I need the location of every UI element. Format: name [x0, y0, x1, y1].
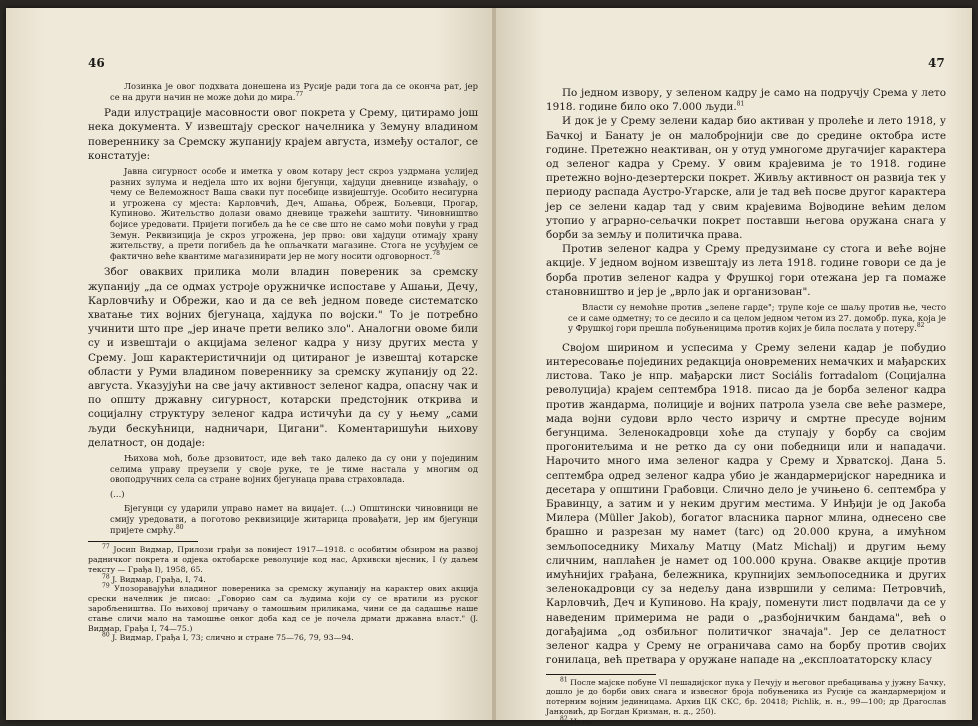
- footnote: $^{81}$ После мајске побуне VI пешадијског пука у Печују и његовог пребацивања у јужну Бачку, дошло је до борби ових снага и извесног броја побуњеника из Русије са жандармеријом и потерним војним јединицама. Архив ЦК СКС, бр. 20418; Pichlik, н. н., 99—100; др Драгослав Јанковић, др Богдан Кризман, н. д., 250).: [546, 675, 947, 716]
- right-page: [496, 8, 972, 726]
- left-page-content: [88, 78, 478, 643]
- paragraph: По једном извору, у зеленом кадру је само на подручју Срема у лето 1918. године било око 7.000 људи.$^{81}$: [546, 87, 946, 114]
- footnote: $^{78}$ J. Видмар, Грађа, I, 74.: [102, 572, 206, 584]
- left-page: [6, 8, 494, 720]
- block-quote: Власти су немоћне против „зелене гарде"; трупе које се шаљу против ње, често се и саме одметну; то се десило и са целом једном четом из 27. домобр. пука, која је у Фрушкој гори прешла побуњеницима против којих је била послата у потеру.$^{82}$: [568, 302, 946, 334]
- footnote-divider: [546, 674, 656, 675]
- block-quote: Лозинка је овог подхвата донешена из Русије ради тога да се оконча рат, јер се на други начин не може доћи до мира.$^{77}$: [110, 81, 478, 102]
- block-quote: Јавна сигурност особе и иметка у овом котару јест скроз уздрмана услијед разних зулума и недјела што их војни бјегунци, хајдуци дневнице изваћају, о чему се Велеможност Ваша сваки пут посебице извијештује. Особито несигурна и угрожена су мјеста: Карловчић, Деч, Ашања, Обреж, Бољевци, Прогар, Купиново. Жительство долази овамо дневице тражећи заштиту. Чиновништво бојисе уредовати. Пријети погибељ да ће се све што не само моћи повући у град Земун. Реквизиција је скроз угрожена, јер прво: ови хајдуци отимају храну жительству, а прети погибељ да ће опљачкати магазине. Стога не усуђујем се фактично веће квантиме магазинирати јер не могу носити одговорност.$^{78}$: [110, 166, 478, 261]
- paragraph: И док је у Срему зелени кадар био активан у пролеће и лето 1918, у Бачкој и Банату је он малобројнији све до средине октобра исте године. Претежно неактиван, он у отуд умногоме другачијег карактера од зеленог кадра у Срему. У овим крајевима је то 1918. године претежно војно-дезертерски покрет. Живљу активност он развија тек у периоду распада Аустро-Угарске, али је тад већ посве другог карактера јер се зелени кадар тад у свим крајевима Војводине већим делом утопио у аграрно-сељачки покрет поставши његова оружана снага у борби за земљу и политичка права.: [546, 115, 946, 242]
- page-number: 47: [928, 56, 945, 70]
- paragraph: Против зеленог кадра у Срему предузимане су стога и веће војне акције. У једном војном извештају из лета 1918. године говори се да је борба против зеленог кадра у Фрушкој гори отежана јер га помаже становништво и јер је „врло јак и организован".: [546, 243, 946, 298]
- ellipsis: (...): [110, 488, 125, 499]
- block-quote: Њихова моћ, боље дрзовитост, иде већ тако далеко да су они у појединим селима управу преузели у своје руке, те је тиме настала у многим од овоподручних села са стране војних бјегунаца права страховлада.: [110, 452, 478, 485]
- paragraph: Ради илустрације масовности овог покрета у Срему, цитирамо још нека документа. У извештају среског начелника у Земуну владином повереннику за Сремску жупанију крајем августа, између осталог, се констатује:: [88, 107, 478, 162]
- footnote: $^{79}$ Упозоравајући владиног повереника за сремску жупанију на карактер ових акција срески начелник је писао: „Говорио сам са људима који су се вратили из руског заробљеништва. По њиховој причању о тамошњим приликама, чини се да садашње наше стање сличи мало на тамошње онког доба кад се је почела дрмати државна власт." (J. Видмар, Грађа I, 74—75.): [88, 582, 478, 633]
- footnote: $^{80}$ J. Видмар, Грађа I, 73; слично и стране 75—76, 79, 93—94.: [102, 631, 354, 643]
- page-number: 46: [88, 56, 105, 70]
- footnote-divider: [88, 541, 198, 542]
- paragraph: Због оваквих прилика моли владин повереник за сремску жупанију „да се одмах устроје оружничке испоставе у Ашањи, Дечу, Карловчићу и Обрежи, као и да се већ једном поведе систематско хватање тих војних бјегунаца, хајдука по војски." То је потребно учинити што пре „јер иначе прети велико зло". Аналогни овоме били су и извештаји о акцијама зеленог кадра у низу других места у Срему. Још карактеристичнији од цитираног је извештај котарске области у Руми владином повереннику за сремску жупанију од 22. августа. Указујући на све јачу активност зеленог кадра, опасну чак и по општу државну сигурност, котарски предстојник открива и социјалну структуру зеленог кадра истичући да су у њему „сами људи бескућници, надничари, Цигани". Коментаришући њихову делатност, он додаје:: [88, 266, 478, 449]
- paragraph: Својом ширином и успесима у Срему зелени кадар је побудио интересовање појединих редакција оновремених немачких и мађарских листова. Тако је нпр. мађарски лист Sociális forradalom (Социјална револуција) крајем септембра 1918. писао да је борба зеленог кадра против жандарма, полиције и војних патрола узела све веће размере, мада војни судови врло често изричу и смртне пресуде војним бегунцима. Зеленокадровци хоће да ступају у борбу са својим прогонитељима и не ретко да су они победници или и нападачи. Нарочито много има зеленог кадра у Срему и Хрватској. Дана 5. септембра одред зеленог кадра убио је жандармеријског наредника и десетара у општини Грабовци. Слично дело је учињено 6. септембра у Бравинцу, а затим и у неким другим местима. У Инђији је од Јакоба Милера (Müller Jakob), богатог власника парног млина, однесено све брашно и разрезан му намет (tarc) од 20.000 круна, а имућном земљопоседнику Михаљу Матцу (Matz Michalj) и другим њему сличним, наплаћен је намет од 100.000 круна. Овакве акције против имућнијих грађана, бележника, крупнијих земљопоседника и других зеленокадровци су за недељу дана извршили у селима: Петровчић, Карловчић, Деч и Купиново. На крају, поменути лист подвлачи да се у наведеним примерима не ради о „разбојничким бандама", већ о догађајима „од озбиљног политичког значаја". Јер се делатност зеленог кадра у Срему не ограничава само на борбу против својих гонилаца, већ претвара у оружане нападе на „експлоататорску класу: [546, 341, 946, 667]
- right-page-content: [546, 86, 946, 726]
- footnote: $^{82}$ Исто.: [560, 715, 593, 726]
- block-quote: Бјегунци су ударили управо намет на виџајет. (...) Општински чиновници не смију уредовати, а поготово реквизиције житарица провађати, јер им бјегунци пријете смрћу.$^{80}$: [110, 503, 478, 535]
- footnote: $^{77}$ Јосип Видмар, Прилози грађи за повијест 1917—1918. с особитим обзиром на развој радничког покрета и одјека октобарске револуције код нас, Архивски вјесник, I (у даљем тексту — Грађа I), 1958, 65.: [88, 543, 478, 574]
- book-spread: [6, 8, 972, 726]
